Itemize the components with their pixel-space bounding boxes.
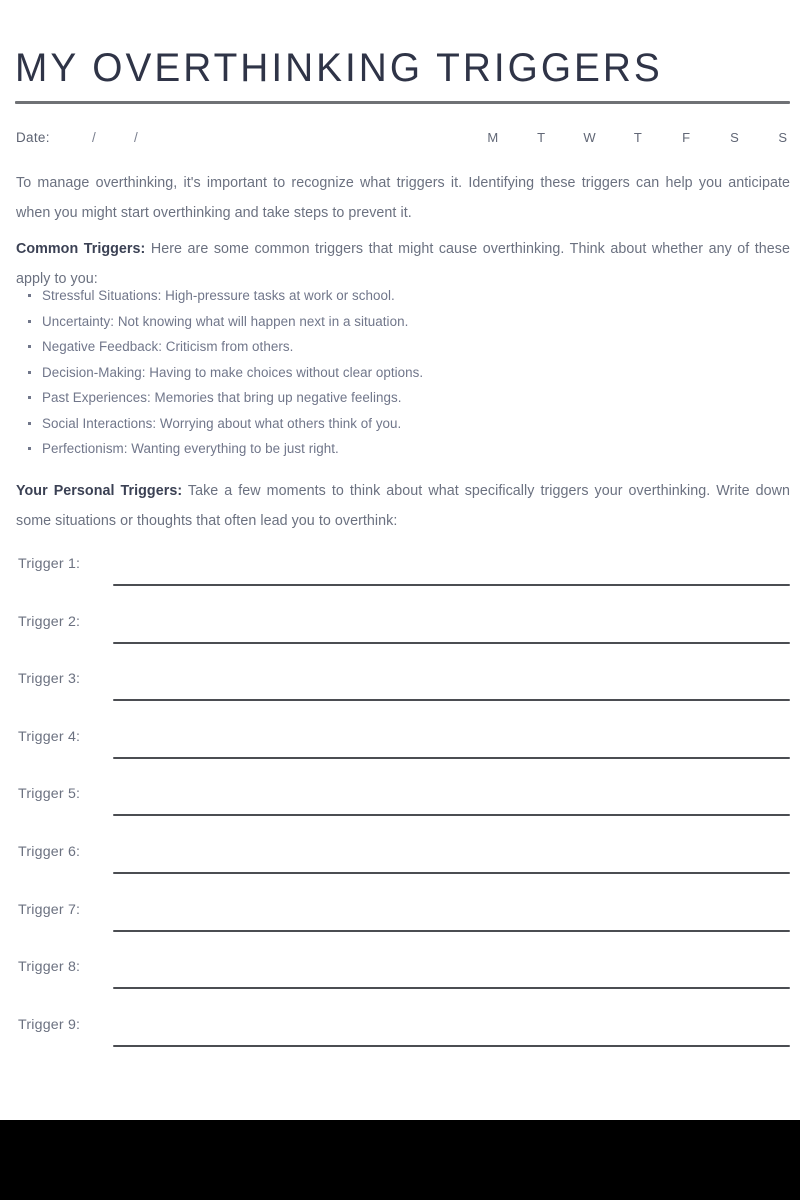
trigger-write-line-7[interactable] [113, 930, 790, 932]
common-triggers-list [16, 283, 616, 462]
trigger-write-line-1[interactable] [113, 584, 790, 586]
date-label: Date: [16, 130, 50, 145]
date-separator-1: / [92, 130, 96, 145]
trigger-label-3: Trigger 3: [18, 671, 81, 688]
trigger-write-line-9[interactable] [113, 1045, 790, 1047]
weekday-friday[interactable]: F [682, 130, 691, 145]
trigger-row [0, 786, 800, 844]
trigger-entry-list [0, 556, 800, 1074]
trigger-label-1: Trigger 1: [18, 556, 81, 572]
date-row [16, 130, 790, 150]
trigger-row [0, 671, 800, 729]
trigger-label-2: Trigger 2: [18, 613, 81, 630]
trigger-write-line-6[interactable] [113, 872, 790, 874]
trigger-row [0, 729, 800, 787]
title-divider [15, 101, 790, 104]
trigger-write-line-5[interactable] [113, 814, 790, 816]
trigger-row [0, 556, 800, 614]
trigger-write-line-8[interactable] [113, 987, 790, 989]
common-triggers-heading: Common Triggers: [16, 241, 146, 257]
weekday-saturday[interactable]: S [730, 130, 740, 145]
trigger-label-7: Trigger 7: [18, 901, 81, 918]
weekday-monday[interactable]: M [487, 130, 499, 145]
list-item: Stressful Situations: High-pressure tasks at work or school. [16, 283, 616, 309]
personal-triggers-paragraph [16, 476, 790, 536]
trigger-label-8: Trigger 8: [18, 959, 81, 976]
list-item: Decision-Making: Having to make choices without clear options. [16, 360, 616, 386]
intro-text: To manage overthinking, it's important to recognize what triggers it. Identifying these triggers can help you anticipate when you might start overthinking and take steps to prevent it. [16, 175, 790, 221]
trigger-label-6: Trigger 6: [18, 843, 81, 860]
bottom-letterbox-band [0, 1120, 800, 1200]
list-item: Perfectionism: Wanting everything to be just right. [16, 436, 616, 462]
date-separator-2: / [134, 130, 138, 145]
trigger-label-4: Trigger 4: [18, 728, 81, 745]
intro-paragraph [16, 168, 790, 228]
trigger-write-line-2[interactable] [113, 642, 790, 644]
trigger-row [0, 614, 800, 672]
trigger-label-5: Trigger 5: [18, 786, 81, 803]
weekday-thursday[interactable]: T [633, 130, 643, 145]
trigger-write-line-4[interactable] [113, 757, 790, 759]
trigger-row [0, 844, 800, 902]
trigger-label-9: Trigger 9: [18, 1016, 81, 1033]
list-item: Negative Feedback: Criticism from others. [16, 334, 616, 360]
trigger-row [0, 1017, 800, 1075]
weekday-sunday[interactable]: S [778, 130, 788, 145]
common-triggers-text: Here are some common triggers that might cause overthinking. Think about whether any of these apply to you: [16, 241, 790, 287]
weekday-selector [486, 130, 790, 145]
personal-triggers-heading: Your Personal Triggers: [16, 483, 183, 499]
page-title: MY OVERTHINKING TRIGGERS [15, 46, 663, 90]
weekday-wednesday[interactable]: W [583, 130, 596, 145]
list-item: Uncertainty: Not knowing what will happen next in a situation. [16, 309, 616, 335]
trigger-row [0, 959, 800, 1017]
trigger-row [0, 902, 800, 960]
list-item: Past Experiences: Memories that bring up negative feelings. [16, 385, 616, 411]
list-item: Social Interactions: Worrying about what others think of you. [16, 411, 616, 437]
trigger-write-line-3[interactable] [113, 699, 790, 701]
personal-triggers-text: Take a few moments to think about what specifically triggers your overthinking. Write down some situations or thoughts that often lead you to overthink: [16, 483, 790, 529]
weekday-tuesday[interactable]: T [537, 130, 546, 145]
